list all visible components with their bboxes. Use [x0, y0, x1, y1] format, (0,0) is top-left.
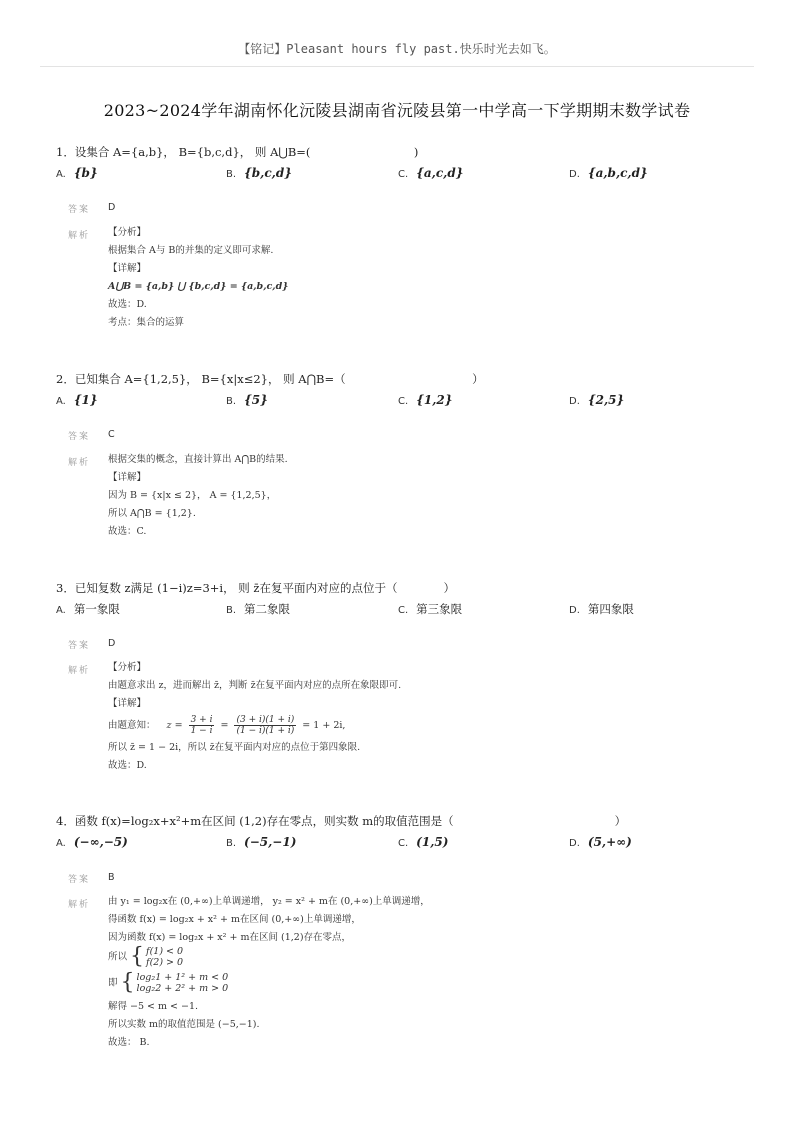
q3-option-d[interactable]	[569, 601, 634, 617]
q3-analysis-line: 【分析】	[108, 662, 147, 673]
q4-analysis-line: 所以实数 m的取值范围是 (−5,−1).	[108, 1019, 260, 1030]
analysis-label: 解析	[68, 900, 91, 910]
q2-analysis-line: 【详解】	[108, 472, 147, 483]
option-letter: A.	[56, 838, 66, 849]
q2-analysis-line: 故选：C.	[108, 526, 147, 537]
option-letter: A.	[56, 605, 66, 616]
q1-option-c[interactable]	[398, 166, 463, 180]
option-value: (−5,−1)	[244, 835, 297, 849]
fraction-numerator: 3 + i	[190, 715, 213, 725]
option-letter: B.	[226, 838, 237, 849]
system-intro: 即	[108, 977, 118, 989]
option-letter: B.	[226, 396, 237, 407]
answer-label: 答案	[68, 205, 91, 215]
q1-option-d[interactable]	[569, 166, 648, 180]
inequality: f(2) > 0	[146, 957, 184, 968]
q4-analysis-line: 解得 −5 < m < −1.	[108, 1001, 199, 1012]
analysis-label: 解析	[68, 231, 91, 241]
q4-option-d[interactable]	[569, 835, 632, 849]
q2-answer: C	[108, 429, 115, 440]
q3-answer: D	[108, 638, 116, 649]
q4-option-a[interactable]	[56, 835, 128, 849]
option-value: {a,c,d}	[416, 166, 464, 180]
q1-analysis-line: 故选：D.	[108, 299, 147, 310]
option-letter: D.	[569, 605, 580, 616]
calc-intro: 由题意知：	[108, 720, 156, 731]
calc-result: = 1 + 2i,	[302, 720, 346, 731]
answer-label: 答案	[68, 432, 91, 442]
q4-analysis-line: 得函数 f(x) = log₂x + x² + m在区间 (0,+∞)上单调递增，	[108, 914, 361, 925]
fraction-numerator: (3 + i)(1 + i)	[236, 715, 295, 725]
motto-header: 【铭记】Pleasant hours fly past.快乐时光去如飞。	[238, 42, 556, 56]
analysis-label: 解析	[68, 458, 91, 468]
option-value: {5}	[244, 393, 268, 407]
q4-system-1	[108, 946, 183, 969]
q3-analysis-line: 所以 z̄ = 1 − 2i，所以 z̄在复平面内对应的点位于第四象限.	[108, 742, 361, 753]
q3-analysis-line: 由题意求出 z，进而解出 z̄，判断 z̄在复平面内对应的点所在象限即可.	[108, 680, 402, 691]
option-value: (1,5)	[416, 835, 449, 849]
q1-analysis-line: 根据集合 A与 B的并集的定义即可求解.	[108, 245, 274, 256]
option-value: (5,+∞)	[587, 835, 632, 849]
q2-option-a[interactable]	[56, 393, 98, 407]
inequality: f(1) < 0	[146, 946, 184, 957]
calc-equals: =	[220, 720, 229, 731]
system-intro: 所以	[108, 951, 128, 963]
q4-analysis-line: 由 y₁ = log₂x在 (0,+∞)上单调递增， y₂ = x² + m在 (0,+∞)上单调递增，	[108, 896, 430, 907]
inequality: log₂2 + 2² + m > 0	[136, 983, 229, 994]
inequality-system	[146, 946, 183, 968]
option-value: {2,5}	[587, 393, 625, 407]
q3-analysis-line: 故选：D.	[108, 760, 147, 771]
q2-option-b[interactable]	[226, 393, 268, 407]
q1-analysis-line: A⋃B = {a,b} ⋃ {b,c,d} = {a,b,c,d}	[108, 281, 289, 292]
fraction-1	[189, 715, 215, 736]
q3-option-a[interactable]	[56, 601, 120, 617]
option-letter: C.	[398, 838, 409, 849]
option-letter: C.	[398, 396, 409, 407]
option-value: (−∞,−5)	[73, 835, 128, 849]
left-brace-icon: {	[130, 944, 145, 969]
answer-label: 答案	[68, 875, 91, 885]
question-2-stem: 2．已知集合 A={1,2,5}， B={x|x≤2}， 则 A⋂B=（ ）	[56, 372, 484, 386]
option-value: 第一象限	[73, 602, 120, 616]
option-letter: C.	[398, 605, 409, 616]
q4-option-b[interactable]	[226, 835, 296, 849]
q4-option-c[interactable]	[398, 835, 448, 849]
option-value: {a,b,c,d}	[587, 166, 648, 180]
option-value: {1,2}	[416, 393, 453, 407]
q3-option-b[interactable]	[226, 601, 290, 617]
option-value: {b}	[73, 166, 98, 180]
q1-option-a[interactable]	[56, 166, 98, 180]
q1-option-b[interactable]	[226, 166, 292, 180]
q4-answer: B	[108, 872, 115, 883]
q1-analysis-line: 【详解】	[108, 263, 147, 274]
q1-answer: D	[108, 202, 116, 213]
calc-z: z =	[166, 720, 183, 731]
exam-title: 2023~2024学年湖南怀化沅陵县湖南省沅陵县第一中学高一下学期期末数学试卷	[103, 101, 691, 120]
q1-analysis-line: 考点：集合的运算	[108, 317, 185, 328]
q3-analysis-line: 【详解】	[108, 698, 147, 709]
fraction-denominator: (1 − i)(1 + i)	[236, 726, 295, 736]
option-letter: B.	[226, 605, 237, 616]
option-value: 第四象限	[587, 602, 634, 616]
q2-option-d[interactable]	[569, 393, 624, 407]
option-letter: A.	[56, 396, 66, 407]
option-letter: D.	[569, 838, 580, 849]
inequality-system	[137, 972, 229, 994]
fraction-denominator: 1 − i	[190, 726, 213, 736]
option-value: {b,c,d}	[244, 166, 292, 180]
q2-analysis-line: 所以 A⋂B = {1,2}.	[108, 508, 196, 519]
header-divider	[40, 66, 754, 67]
option-letter: C.	[398, 169, 409, 180]
q4-system-2	[108, 972, 228, 995]
option-letter: D.	[569, 396, 580, 407]
analysis-label: 解析	[68, 666, 91, 676]
q3-option-c[interactable]	[398, 601, 462, 617]
option-value: {1}	[73, 393, 98, 407]
question-1-stem: 1．设集合 A={a,b}， B={b,c,d}， 则 A⋃B=( )	[56, 145, 419, 159]
q2-analysis-line: 因为 B = {x|x ≤ 2}， A = {1,2,5}，	[108, 490, 277, 501]
q4-analysis-line: 因为函数 f(x) = log₂x + x² + m在区间 (1,2)存在零点，	[108, 932, 352, 943]
q2-analysis-line: 根据交集的概念，直接计算出 A⋂B的结果.	[108, 454, 288, 465]
left-brace-icon: {	[120, 970, 135, 995]
fraction-2	[234, 715, 296, 736]
inequality: log₂1 + 1² + m < 0	[136, 972, 229, 983]
question-4-stem: 4．函数 f(x)=log₂x+x²+m在区间 (1,2)存在零点，则实数 m的取值范围是（ ）	[56, 814, 627, 828]
q3-calculation	[108, 714, 345, 738]
q2-option-c[interactable]	[398, 393, 452, 407]
answer-label: 答案	[68, 641, 91, 651]
option-letter: D.	[569, 169, 580, 180]
option-letter: B.	[226, 169, 237, 180]
question-3-stem: 3．已知复数 z满足 (1−i)z=3+i， 则 z̄在复平面内对应的点位于（ ）	[56, 581, 455, 595]
option-value: 第三象限	[416, 602, 463, 616]
q1-analysis-line: 【分析】	[108, 227, 147, 238]
q4-analysis-line: 故选： B.	[108, 1037, 150, 1048]
option-value: 第二象限	[244, 602, 291, 616]
option-letter: A.	[56, 169, 66, 180]
